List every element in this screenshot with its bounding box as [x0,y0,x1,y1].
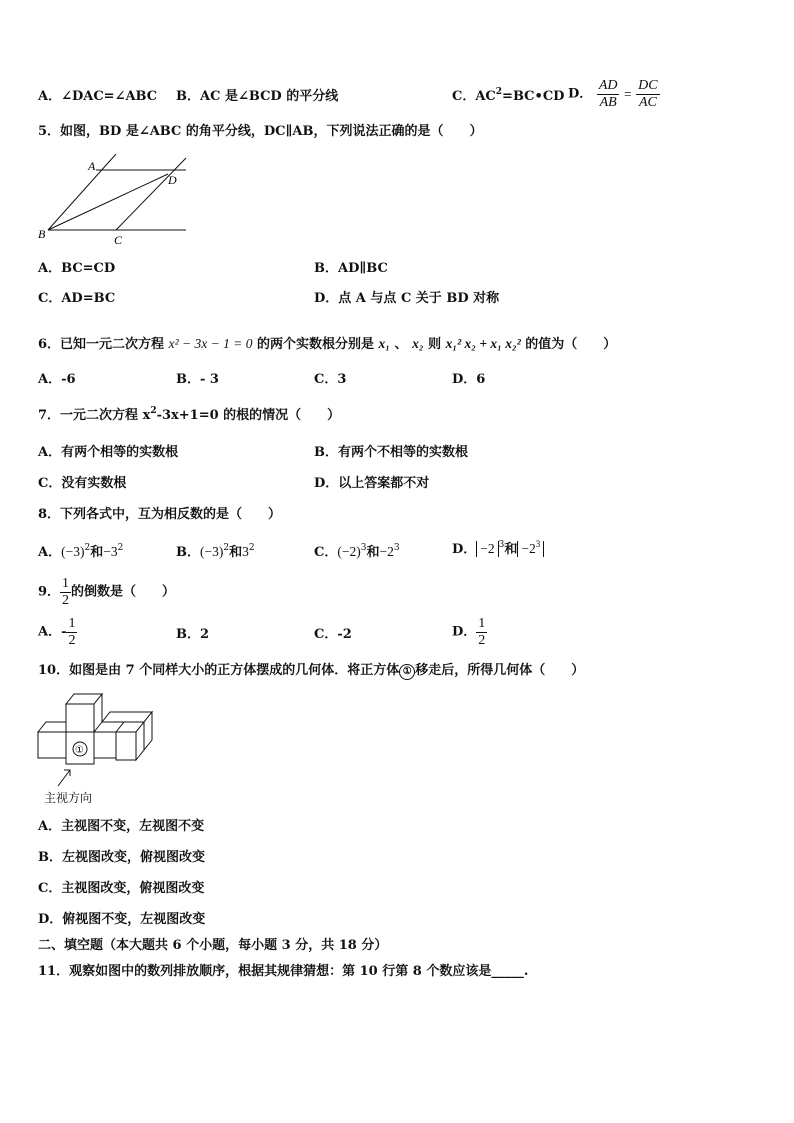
q4-option-d-fraction-2 [636,78,659,111]
q8-d-abs2 [517,541,544,557]
q4-option-d [568,78,660,111]
q8-c-label: C． [314,545,338,560]
q4-option-d-label: D． [568,86,593,102]
q8-a-and: 和 [90,545,104,560]
q9-option-c: C．-2 [314,627,352,642]
q8-stem: 8．下列各式中，互为相反数的是（ ） [38,507,282,522]
q8-a-expr2: −3 [103,544,118,559]
q4-option-d-fraction-1 [597,78,620,111]
q6-stem-pre: 6．已知一元二次方程 [38,337,165,352]
q6-expression: x₁² x₂ + x₁ x₂² [445,336,521,351]
q5-line-ab [48,154,116,230]
q4-option-b: B．AC 是∠BCD 的平分线 [176,89,339,104]
q7-stem-post: -3x+1=0 的根的情况（ ） [156,408,341,423]
q10-stem-pre: 10．如图是由 7 个同样大小的正方体摆成的几何体．将正方体 [38,663,400,678]
q4-option-a: A．∠DAC=∠ABC [38,89,158,104]
q8-b-and: 和 [229,545,243,560]
q4-option-c-sup: 2 [495,87,503,97]
q6-option-b: B．- 3 [176,372,219,387]
q4-option-d-f1-den: AB [599,95,617,110]
q9-stem-post: 的倒数是（ ） [71,584,176,600]
q8-a-label: A． [38,545,62,560]
q6-then: 则 [428,337,442,352]
q8-b-exp2: 2 [248,543,255,553]
q9-stem [38,576,175,609]
q10-option-a: A．主视图不变，左视图不变 [38,819,205,834]
q7-option-d: D．以上答案都不对 [314,476,430,491]
q8-b-label: B． [176,545,200,560]
q10-option-d: D．俯视图不变，左视图改变 [38,912,206,927]
q9-fraction [60,576,71,609]
q6-option-a: A．-6 [38,372,76,387]
q9-number: 9． [38,584,61,600]
q8-d-exp2: 3 [535,539,541,549]
q10-option-b: B．左视图改变，俯视图改变 [38,850,205,865]
section-2-heading: 二、填空题（本大题共 6 个小题，每小题 3 分，共 18 分） [38,938,388,953]
q10-figure [36,690,156,790]
q10-cube-mid-front [94,732,116,758]
q10-stem-circle: ① [399,664,415,680]
q5-line-bd [48,174,168,230]
q8-c-expr2: −2 [379,544,394,559]
q9-d-fraction [476,616,487,649]
q7-stem-sup: 2 [150,406,157,416]
q8-a-exp2: 2 [117,543,124,553]
q6-stem-post: 的值为（ ） [525,337,617,352]
q9-a-num: 1 [68,616,76,631]
q6-sep: 、 [394,337,408,352]
q5-stem: 5．如图，BD 是∠ABC 的角平分线，DC∥AB，下列说法正确的是（ ） [38,124,483,139]
q10-view-arrow [58,770,70,786]
q7-stem [38,407,340,425]
q8-a-exp1: 2 [84,543,91,553]
q6-option-c: C．3 [314,372,347,387]
q8-c-expr1: (−2) [337,544,361,559]
q10-cube-left-top [38,722,66,732]
q4-option-d-f1-num: AD [598,78,618,93]
q7-option-c: C．没有实数根 [38,476,127,491]
q10-option-c: C．主视图改变，俯视图改变 [38,881,205,896]
q4-option-d-equals: = [624,86,632,102]
q6-stem-mid: 的两个实数根分别是 [256,337,374,352]
q8-b-expr1: (−3) [200,544,224,559]
q8-a-expr1: (−3) [61,544,85,559]
q8-option-c [314,543,400,562]
q9-d-label: D． [452,624,477,640]
q8-d-and: 和 [504,542,518,557]
q10-figure-circle-label: ① [75,745,84,756]
q8-d-exp1: 3 [498,540,505,550]
q11-stem: 11．观察如图中的数列排放顺序，根据其规律猜想：第 10 行第 8 个数应该是_____. [38,964,529,979]
q5-figure [36,154,188,248]
q6-x1: x₁ [378,336,390,351]
q8-option-b [176,543,255,562]
q8-b-exp1: 2 [223,543,230,553]
q9-option-b: B．2 [176,627,210,642]
q8-b-expr2: 3 [242,544,249,559]
q9-d-num: 1 [478,616,486,631]
q10-cube-back-right-top [102,712,152,722]
q7-option-a: A．有两个相等的实数根 [38,445,179,460]
q8-c-exp1: 3 [360,543,367,553]
q8-c-and: 和 [366,545,380,560]
q5-line-dc [116,158,186,230]
q8-option-d [452,541,544,559]
q5-option-d: D．点 A 与点 C 关于 BD 对称 [314,291,500,306]
q10-stem-post: 移走后，所得几何体（ ） [415,663,585,678]
q8-d-expr2: −2 [521,541,536,556]
q5-option-c: C．AD=BC [38,291,116,306]
q4-option-d-f2-num: DC [638,78,658,93]
q4-option-d-f2-den: AC [638,95,657,110]
q10-cube-right-front [116,732,136,760]
q5-label-c: C [114,233,123,247]
q8-d-abs1 [476,541,498,557]
q9-fraction-num: 1 [62,576,70,591]
q10-stem [38,662,584,680]
q5-label-d: D [168,173,177,187]
q4-option-c-text: C．AC [452,89,496,104]
q5-option-a: A．BC=CD [38,261,116,276]
q8-d-expr1: −2 [480,541,495,556]
q6-x2: x₂ [412,336,424,351]
q6-equation: x² − 3x − 1 = 0 [168,336,253,351]
q7-option-b: B．有两个不相等的实数根 [314,445,468,460]
q6-stem [38,335,616,354]
q9-option-a [38,616,77,649]
q9-option-d [452,616,487,649]
q7-stem-pre: 7．一元二次方程 x [38,408,151,423]
q10-figure-caption: 主视方向 [44,791,93,805]
q8-d-label: D． [452,542,477,557]
q6-option-d: D．6 [452,372,486,387]
q10-cube-top-front [66,704,94,732]
q8-c-exp2: 3 [393,543,400,553]
q4-option-c-rest: =BC•CD [502,89,565,104]
q9-d-den: 2 [478,633,486,648]
q9-a-label: A．- [38,624,67,640]
q9-fraction-den: 2 [62,593,70,608]
q10-cube-left-front [38,732,66,758]
q9-a-fraction [66,616,77,649]
q5-option-b: B．AD∥BC [314,261,388,276]
q4-option-c [452,88,564,106]
q5-label-b: B [38,227,46,241]
q5-label-a: A [88,159,96,173]
q8-option-a [38,543,123,562]
q9-a-den: 2 [68,633,76,648]
